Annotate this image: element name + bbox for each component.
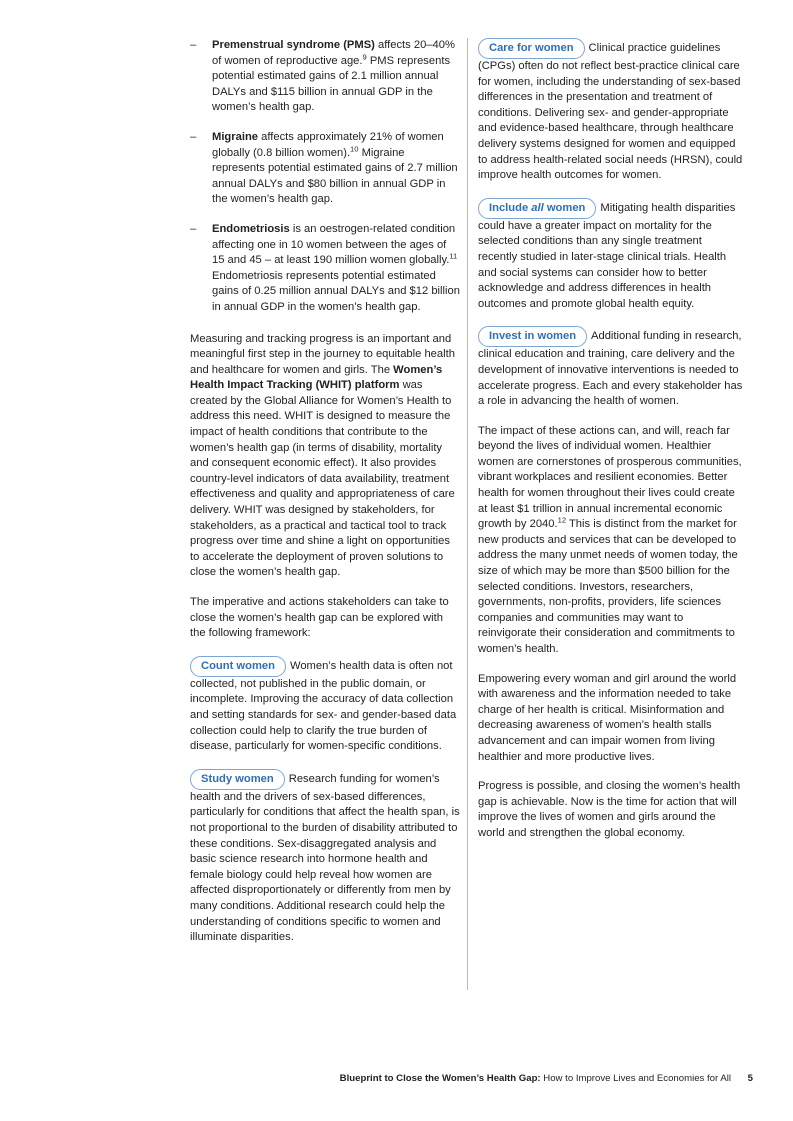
whit-text-part1: Measuring and tracking progress is an important and meaningful first step in the journey to equitable health and healthcare for women and girls. The <box>190 332 455 376</box>
list-item <box>190 222 460 316</box>
bullet-text-after: Migraine represents potential estimated gains of 2.7 million annual DALYs and $80 billion in annual GDP in the women’s health gap. <box>212 146 458 206</box>
footnote-ref: 10 <box>350 143 359 153</box>
paragraph-empowering: Empowering every woman and girl around the world with awareness and the information needed to take charge of her health is critical. Misinformation and decreasing awareness of women’s health stalls advancement and can impair women from living healthier and more productive lives. <box>478 672 737 763</box>
footer-title-rest: How to Improve Lives and Economies for All <box>540 1073 731 1084</box>
footer-title-bold: Blueprint to Close the Women’s Health Gap: <box>339 1073 541 1084</box>
right-column <box>478 38 743 856</box>
action-study-women-body: Research funding for women’s health and the drivers of sex-based differences, particularly for conditions that affect the health span, is not proportional to the burden of disability attributed to these conditions. Sex-disaggregated analysis and basic science research into hormone health and female biology could help reveal how women are affected disproportionately or differently from men by many conditions. Additional research could help the understanding of conditions specific to women and illuminate disparities. <box>190 772 460 944</box>
pill-italic-word: all <box>531 201 544 214</box>
action-study-women <box>190 769 460 946</box>
paragraph-whit <box>190 332 460 582</box>
action-care-for-women <box>478 38 743 184</box>
pill-include-all-women <box>478 198 596 219</box>
paragraph-impact <box>478 424 743 658</box>
pill-suffix: women <box>543 201 586 214</box>
action-invest-in-women-body: Additional funding in research, clinical education and training, care delivery and the development of innovative interventions is needed to accelerate progress. Each and every stakeholder has a role in advancing the health of women. <box>478 330 743 408</box>
action-care-for-women-body: Clinical practice guidelines (CPGs) often do not reflect best-practice clinical care for women, including the understanding of sex-based differences in the presentation and treatment of conditions. Delivering sex- and gender-appropriate and evidence-based healthcare, through healthcare delivery systems designed for women and equipped to address health-related social needs (HRSN), could improve health outcomes for women. <box>478 42 743 182</box>
action-include-all-women-body: Mitigating health disparities could have a greater impact on mortality for the selected conditions than any single treatment recently studied in later-stage clinical trials. Health and social systems can consider how to better acknowledge and address differences in health outcomes and promote global health equity. <box>478 201 736 310</box>
list-item <box>190 130 460 208</box>
impact-text-part1: The impact of these actions can, and will, reach far beyond the lives of individual women. Healthier women are cornerstones of prosperous communities, vibrant workplaces and resilient economies. Better health for women throughout their lives could create at least $1 trillion in annual incremental economic growth by 2040. <box>478 424 742 531</box>
pill-invest-in-women: Invest in women <box>478 326 587 347</box>
bullet-text-before: affects 20–40% of women of reproductive age. <box>212 39 455 67</box>
bullet-text-after: PMS represents potential estimated gains of 2.1 million annual DALYs and $115 billion in annual GDP in the women’s health gap. <box>212 54 451 114</box>
bullet-lead-term: Migraine <box>212 130 259 143</box>
pill-care-for-women: Care for women <box>478 38 585 59</box>
page-footer <box>0 1073 793 1093</box>
whit-platform-name: Women’s Health Impact Tracking (WHIT) platform <box>190 363 443 392</box>
footnote-ref: 11 <box>449 251 458 261</box>
column-divider <box>467 38 468 990</box>
bullet-lead-term: Premenstrual syndrome (PMS) <box>212 39 375 51</box>
footnote-ref: 9 <box>362 51 367 61</box>
impact-text-part2: This is distinct from the market for new products and services that can be developed to address the many unmet needs of women today, the size of which may be more than $500 billion for the selected conditions. Investors, researchers, governments, non-profits, providers, life sciences companies and communities may want to reinvigorate their consideration and commitments to women’s health. <box>478 518 738 655</box>
list-item <box>190 38 460 116</box>
footnote-ref: 12 <box>557 515 567 525</box>
action-invest-in-women <box>478 326 743 409</box>
bullet-text-before: affects approximately 21% of women globally (0.8 billion women). <box>212 130 444 159</box>
bullet-dash: – <box>190 130 197 143</box>
bullet-text-before: is an oestrogen-related condition affecting one in 10 women between the ages of 15 and 45 – at least 190 million women globally. <box>212 222 456 267</box>
action-count-women-body: Women’s health data is often not collected, not published in the public domain, or incomplete. Improving the accuracy of data collection and setting standards for sex- and gender-based data collection could help to clarify the true burden of disease, particularly for women-specific conditions. <box>190 659 457 753</box>
bullet-lead-term: Endometriosis <box>212 222 290 235</box>
left-column <box>190 38 460 960</box>
pill-prefix: Include <box>489 201 532 214</box>
whit-text-part2: was created by the Global Alliance for Women’s Health to address this need. WHIT is designed to measure the impact of health conditions that contribute to the women’s health gap (in terms of disability, mortality and consequent economic effect). It also provides country-level indicators of data availability, treatment effectiveness and quality and appropriateness of care delivery. WHIT was designed by stakeholders, for stakeholders, as a practical and tactical tool to track progress over time and shine a light on opportunities to accelerate the deployment of proven solutions to close the women’s health gap. <box>190 379 455 579</box>
footer-title <box>340 1073 731 1084</box>
pill-study-women: Study women <box>190 769 285 790</box>
bullet-dash: – <box>190 222 197 235</box>
action-include-all-women <box>478 198 743 313</box>
bullet-text-after: Endometriosis represents potential estimated gains of 0.25 million annual DALYs and $12 billion in annual GDP in the women’s health gap. <box>212 269 460 313</box>
pill-count-women: Count women <box>190 656 286 677</box>
bullet-dash: – <box>190 39 197 51</box>
action-count-women <box>190 656 460 755</box>
condition-bullet-list <box>190 38 460 316</box>
paragraph-progress: Progress is possible, and closing the women’s health gap is achievable. Now is the time for action that will improve the lives of women and girls around the world and strengthen the global economy. <box>478 780 741 839</box>
paragraph-framework: The imperative and actions stakeholders can take to close the women’s health gap can be explored with the following framework: <box>190 596 449 640</box>
page-number: 5 <box>747 1073 753 1084</box>
